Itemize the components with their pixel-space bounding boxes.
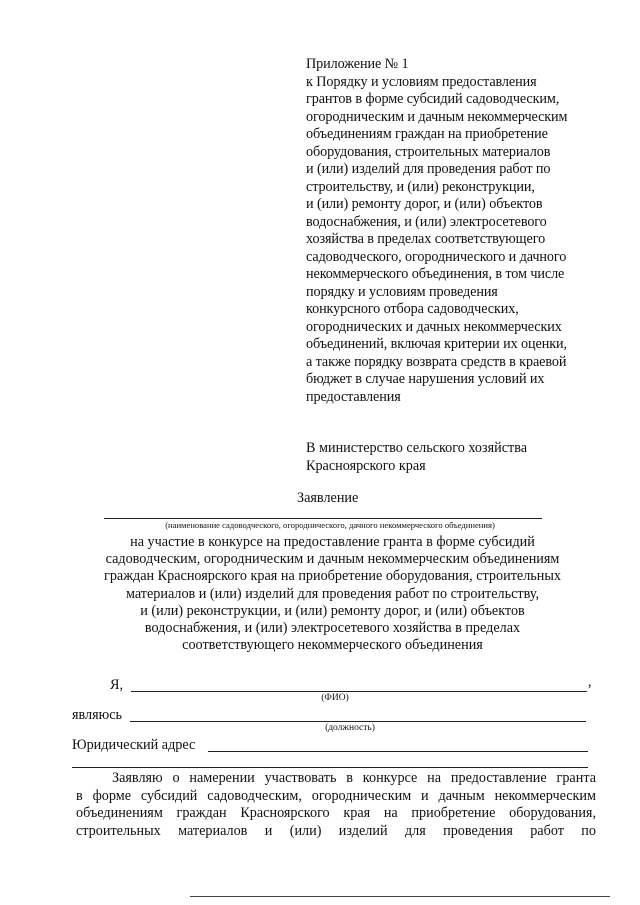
statement-paragraph [76, 770, 596, 840]
appendix-header [306, 56, 606, 406]
appendix-line: огороднических и дачных некоммерческих [306, 318, 562, 335]
purpose-line: водоснабжения, и (или) электросетевого хозяйства в пределах [144, 620, 521, 637]
name-label: Я, [110, 677, 124, 693]
appendix-line: предоставления [306, 388, 401, 405]
address-field[interactable] [208, 751, 588, 752]
footer-divider [190, 896, 610, 897]
application-purpose [70, 534, 595, 654]
purpose-line: и (или) реконструкции, и (или) ремонту дорог, и (или) объектов [140, 602, 525, 619]
statement-line: объединениям граждан Красноярского края на приобретение оборудования, [76, 805, 596, 822]
appendix-line: огородническим и дачным некоммерческим [306, 108, 568, 125]
name-end-comma: , [588, 674, 592, 690]
purpose-line: садоводческим, огородническим и дачным некоммерческим объединениям [105, 551, 560, 568]
appendix-line: а также порядку возврата средств в краевой [306, 353, 567, 370]
appendix-line: бюджет в случае нарушения условий их [306, 371, 545, 387]
name-field[interactable] [131, 691, 587, 692]
appendix-line: Приложение № 1 [306, 56, 409, 72]
appendix-line: и (или) изделий для проведения работ по [306, 161, 551, 177]
statement-line: строительных материалов и (или) изделий для проведения работ по [76, 822, 596, 839]
purpose-line: граждан Красноярского края на приобретение оборудования, строительных [104, 568, 561, 585]
organization-name-field[interactable] [104, 518, 542, 519]
addressee-line: В министерство сельского хозяйства [306, 440, 528, 456]
appendix-line: объединений, включая критерии их оценки, [306, 336, 567, 352]
purpose-line: материалов и (или) изделий для проведения работ по строительству, [125, 585, 540, 602]
position-label: являюсь [72, 707, 123, 723]
appendix-line: хозяйства в пределах соответствующего [306, 231, 546, 247]
appendix-line: объединениям граждан на приобретение [306, 126, 548, 142]
addressee-block [306, 440, 606, 475]
appendix-line: строительству, и (или) реконструкции, [306, 178, 535, 195]
appendix-line: грантов в форме субсидий садоводческим, [306, 91, 560, 107]
statement-line: в форме субсидий садоводческим, огородническим и дачным некоммерческим [76, 787, 596, 804]
appendix-line: оборудования, строительных материалов [306, 143, 551, 160]
purpose-line: соответствующего некоммерческого объединения [182, 637, 483, 654]
address-row [72, 737, 592, 757]
organization-name-hint: (наименование садоводческого, огороднического, дачного некоммерческого объединения) [165, 520, 495, 530]
appendix-line: водоснабжения, и (или) электросетевого [306, 213, 547, 230]
address-label: Юридический адрес [72, 737, 196, 753]
statement-line: Заявляю о намерении участвовать в конкурсе на предоставление гранта [112, 770, 596, 786]
name-hint: (ФИО) [321, 693, 349, 703]
appendix-line: к Порядку и условиям предоставления [306, 73, 537, 90]
appendix-line: садоводческого, огороднического и дачного [306, 248, 567, 265]
appendix-line: и (или) ремонту дорог, и (или) объектов [306, 196, 543, 212]
appendix-line: некоммерческого объединения, в том числе [306, 266, 565, 282]
position-hint: (должность) [325, 723, 375, 733]
address-field-continuation[interactable] [72, 767, 588, 768]
document-title: Заявление [297, 490, 359, 506]
purpose-line: на участие в конкурсе на предоставление гранта в форме субсидий [130, 534, 535, 550]
addressee-line: Красноярского края [306, 457, 426, 474]
position-field[interactable] [130, 721, 586, 722]
appendix-line: порядку и условиям проведения [306, 283, 498, 300]
appendix-line: конкурсного отбора садоводческих, [306, 301, 519, 317]
